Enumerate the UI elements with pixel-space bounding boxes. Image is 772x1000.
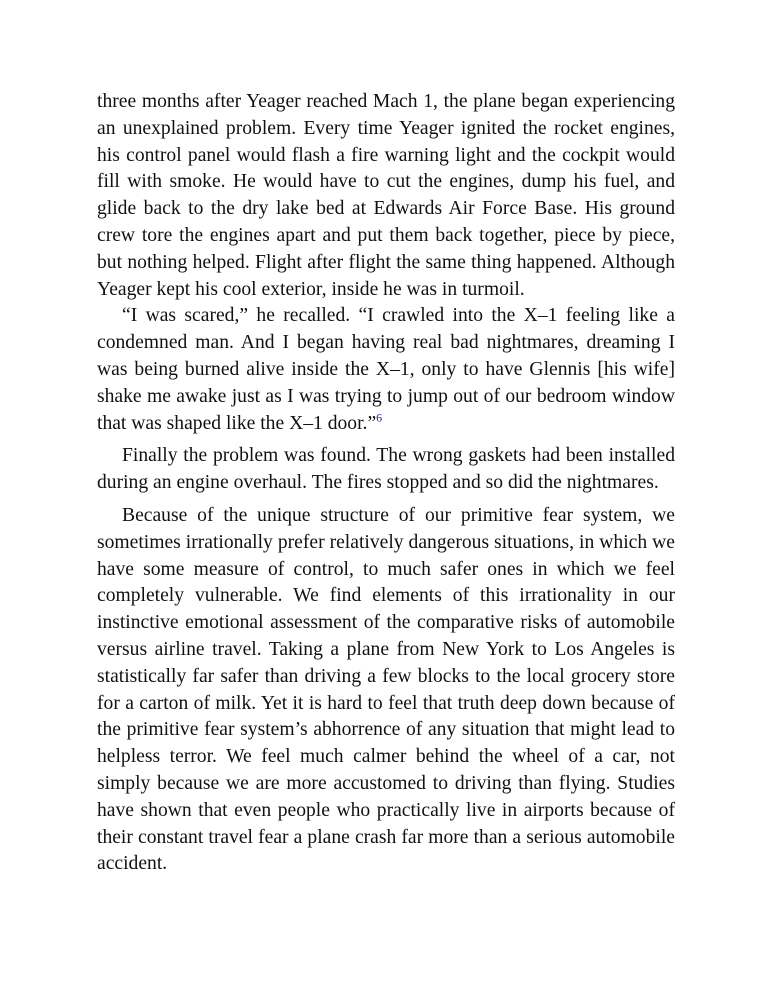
paragraph-text: three months after Yeager reached Mach 1, the plane began experiencing an unexplained problem. Every time Yeager ignited the rocket engines, his control panel would flash a fire warning light and the cockpit would fill with smoke. He would have to cut the engines, dump his fuel, and glide back to the dry lake bed at Edwards Air Force Base. His ground crew tore the engines apart and put them back together, piece by piece, but nothing helped. Flight after flight the same thing happened. Although Yeager kept his cool exterior, inside he was in turmoil. xyxy=(97,91,675,300)
page-body xyxy=(97,89,675,878)
paragraph-text: Finally the problem was found. The wrong gaskets had been installed during an engine overhaul. The fires stopped and so did the nightmares. xyxy=(97,445,675,494)
paragraph-quote xyxy=(97,303,675,437)
paragraph-resolution xyxy=(97,443,675,497)
paragraph-text: Because of the unique structure of our primitive fear system, we sometimes irrationally prefer relatively dangerous situations, in which we have some measure of control, to much safer ones in which we feel completely vulnerable. We find elements of this irrationality in our instinctive emotional assessment of the comparative risks of automobile versus airline travel. Taking a plane from New York to Los Angeles is statistically far safer than driving a few blocks to the local grocery store for a carton of milk. Yet it is hard to feel that truth deep down because of the primitive fear system’s abhorrence of any situation that might lead to helpless terror. We feel much calmer behind the wheel of a car, not simply because we are more accustomed to driving than flying. Studies have shown that even people who practically live in airports because of their constant travel fear a plane crash far more than a serious automobile accident. xyxy=(97,504,675,875)
paragraph-continuation xyxy=(97,89,675,303)
footnote-reference-link[interactable]: 6 xyxy=(376,410,383,425)
paragraph-fear-system xyxy=(97,503,675,878)
paragraph-text: “I was scared,” he recalled. “I crawled into the X–1 feeling like a condemned man. And I began having real bad nightmares, dreaming I was being burned alive inside the X–1, only to have Glennis [his wife] shake me awake just as I was trying to jump out of our bedroom window that was shaped like the X–1 door.” xyxy=(97,305,675,434)
